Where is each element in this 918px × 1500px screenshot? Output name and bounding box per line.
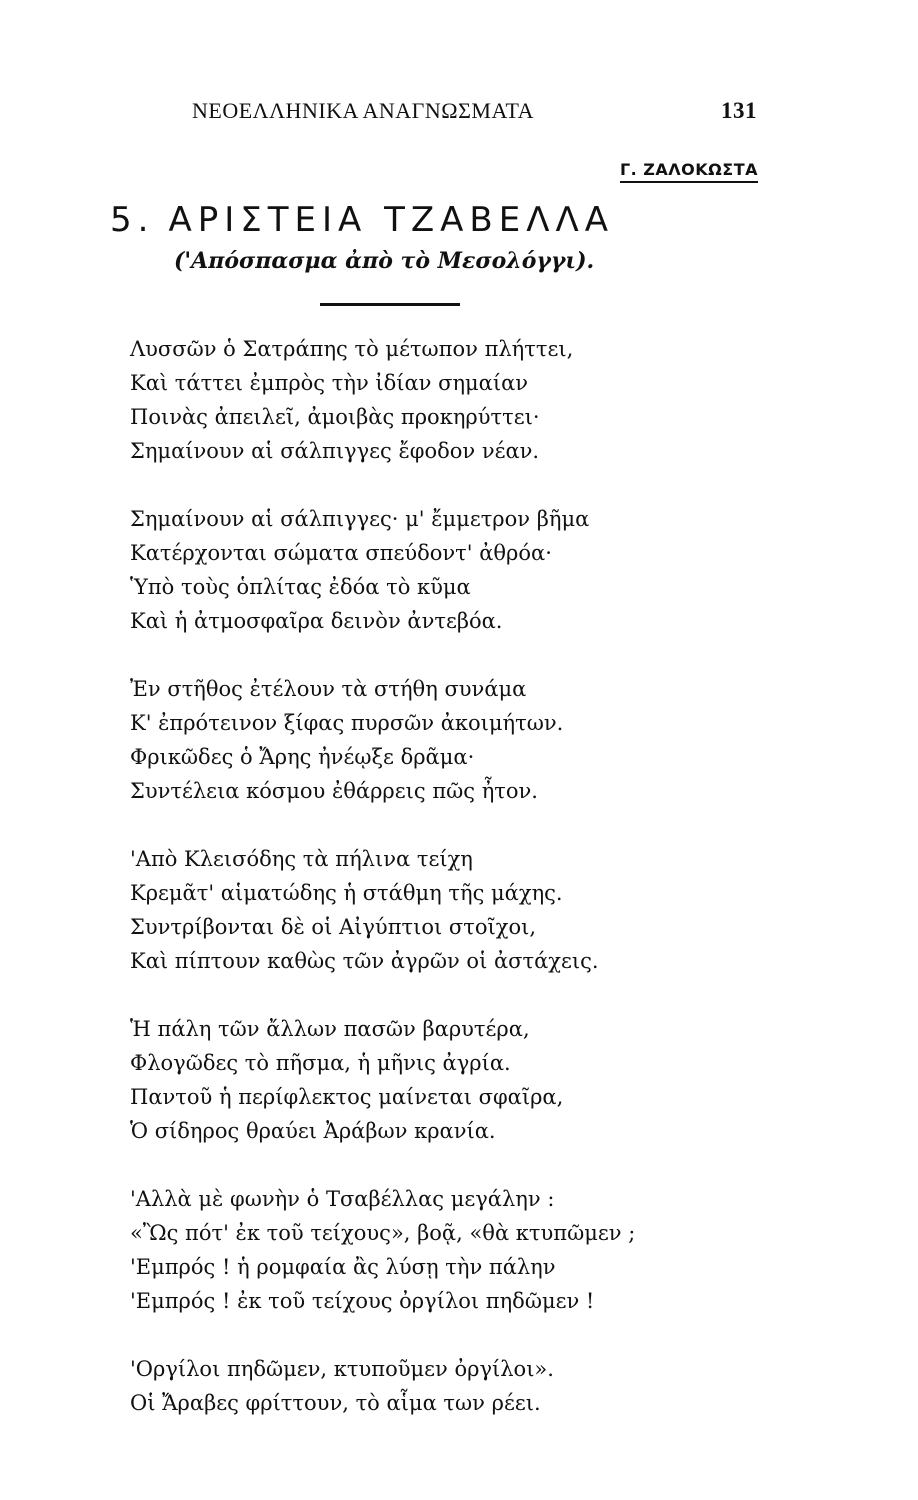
poem-line: Παντοῦ ἡ περίφλεκτος μαίνεται σφαῖρα, (130, 1085, 564, 1109)
stanza (130, 502, 730, 638)
poem-line: Συντέλεια κόσμου ἐθάρρεις πῶς ἦτον. (130, 779, 538, 803)
poem-line: Φρικῶδες ὁ Ἄρης ἠνέῳξε δρᾶμα· (130, 745, 475, 769)
poem-body (130, 332, 730, 1454)
poem-line: «Ὢς πότ' ἐκ τοῦ τείχους», βοᾷ, «θὰ κτυπῶμεν ; (130, 1221, 636, 1245)
poem-line: Ὁ σίδηρος θραύει Ἀράβων κρανία. (130, 1119, 496, 1143)
running-header (192, 98, 757, 124)
author-name: Γ. ΖΑΛΟΚΩΣΤΑ (620, 160, 758, 183)
poem-subtitle: ('Απόσπασμα ἀπὸ τὸ Μεσολόγγι). (174, 248, 595, 274)
poem-line: 'Αλλὰ μὲ φωνὴν ὁ Τσαβέλλας μεγάλην : (130, 1187, 555, 1211)
stanza (130, 1182, 730, 1318)
stanza (130, 842, 730, 978)
divider-rule (320, 303, 460, 306)
poem-title-text: ΑΡΙΣΤΕΙΑ ΤΖΑΒΕΛΛΑ (168, 200, 614, 240)
poem-line: Κατέρχονται σώματα σπεύδοντ' ἀθρόα· (130, 541, 552, 565)
poem-line: 'Απὸ Κλεισόδης τὰ πήλινα τείχη (130, 847, 473, 871)
poem-line: Σημαίνουν αἱ σάλπιγγες· μ' ἔμμετρον βῆμα (130, 507, 590, 531)
poem-line: 'Οργίλοι πηδῶμεν, κτυποῦμεν ὀργίλοι». (130, 1357, 554, 1381)
poem-line: Σημαίνουν αἱ σάλπιγγες ἔφοδον νέαν. (130, 439, 540, 463)
poem-line: Καὶ τάττει ἐμπρὸς τὴν ἰδίαν σημαίαν (130, 371, 529, 395)
poem-title (110, 200, 614, 240)
running-title: ΝΕΟΕΛΛΗΝΙΚΑ ΑΝΑΓΝΩΣΜΑΤΑ (192, 98, 535, 123)
poem-line: Ποινὰς ἀπειλεῖ, ἀμοιβὰς προκηρύττει· (130, 405, 540, 429)
poem-line: Κ' ἐπρότεινον ξίφας πυρσῶν ἀκοιμήτων. (130, 711, 564, 735)
stanza (130, 1352, 730, 1420)
poem-line: 'Εμπρός ! ἡ ρομφαία ἂς λύσῃ τὴν πάλην (130, 1255, 556, 1279)
poem-line: Φλογῶδες τὸ πῆσμα, ἡ μῆνις ἀγρία. (130, 1051, 511, 1075)
poem-line: Καὶ πίπτουν καθὼς τῶν ἀγρῶν οἱ ἀστάχεις. (130, 949, 599, 973)
poem-line: Συντρίβονται δὲ οἱ Αἰγύπτιοι στοῖχοι, (130, 915, 537, 939)
stanza (130, 672, 730, 808)
poem-line: Ἡ πάλη τῶν ἄλλων πασῶν βαρυτέρα, (130, 1017, 530, 1041)
poem-line: 'Εμπρός ! ἐκ τοῦ τείχους ὀργίλοι πηδῶμεν ! (130, 1289, 595, 1313)
page-number: 131 (721, 98, 757, 123)
poem-line: Κρεμᾶτ' αἱματώδης ἡ στάθμη τῆς μάχης. (130, 881, 563, 905)
stanza (130, 1012, 730, 1148)
poem-line: Οἱ Ἄραβες φρίττουν, τὸ αἷμα των ρέει. (130, 1391, 541, 1415)
poem-line: Λυσσῶν ὁ Σατράπης τὸ μέτωπον πλήττει, (130, 337, 574, 361)
poem-number: 5. (110, 200, 155, 240)
poem-line: Ἐν στῆθος ἐτέλουν τὰ στήθη συνάμα (130, 677, 527, 701)
stanza (130, 332, 730, 468)
poem-line: Ὑπὸ τοὺς ὁπλίτας ἐδόα τὸ κῦμα (130, 575, 471, 599)
poem-line: Καὶ ἡ ἀτμοσφαῖρα δεινὸν ἀντεβόα. (130, 609, 503, 633)
